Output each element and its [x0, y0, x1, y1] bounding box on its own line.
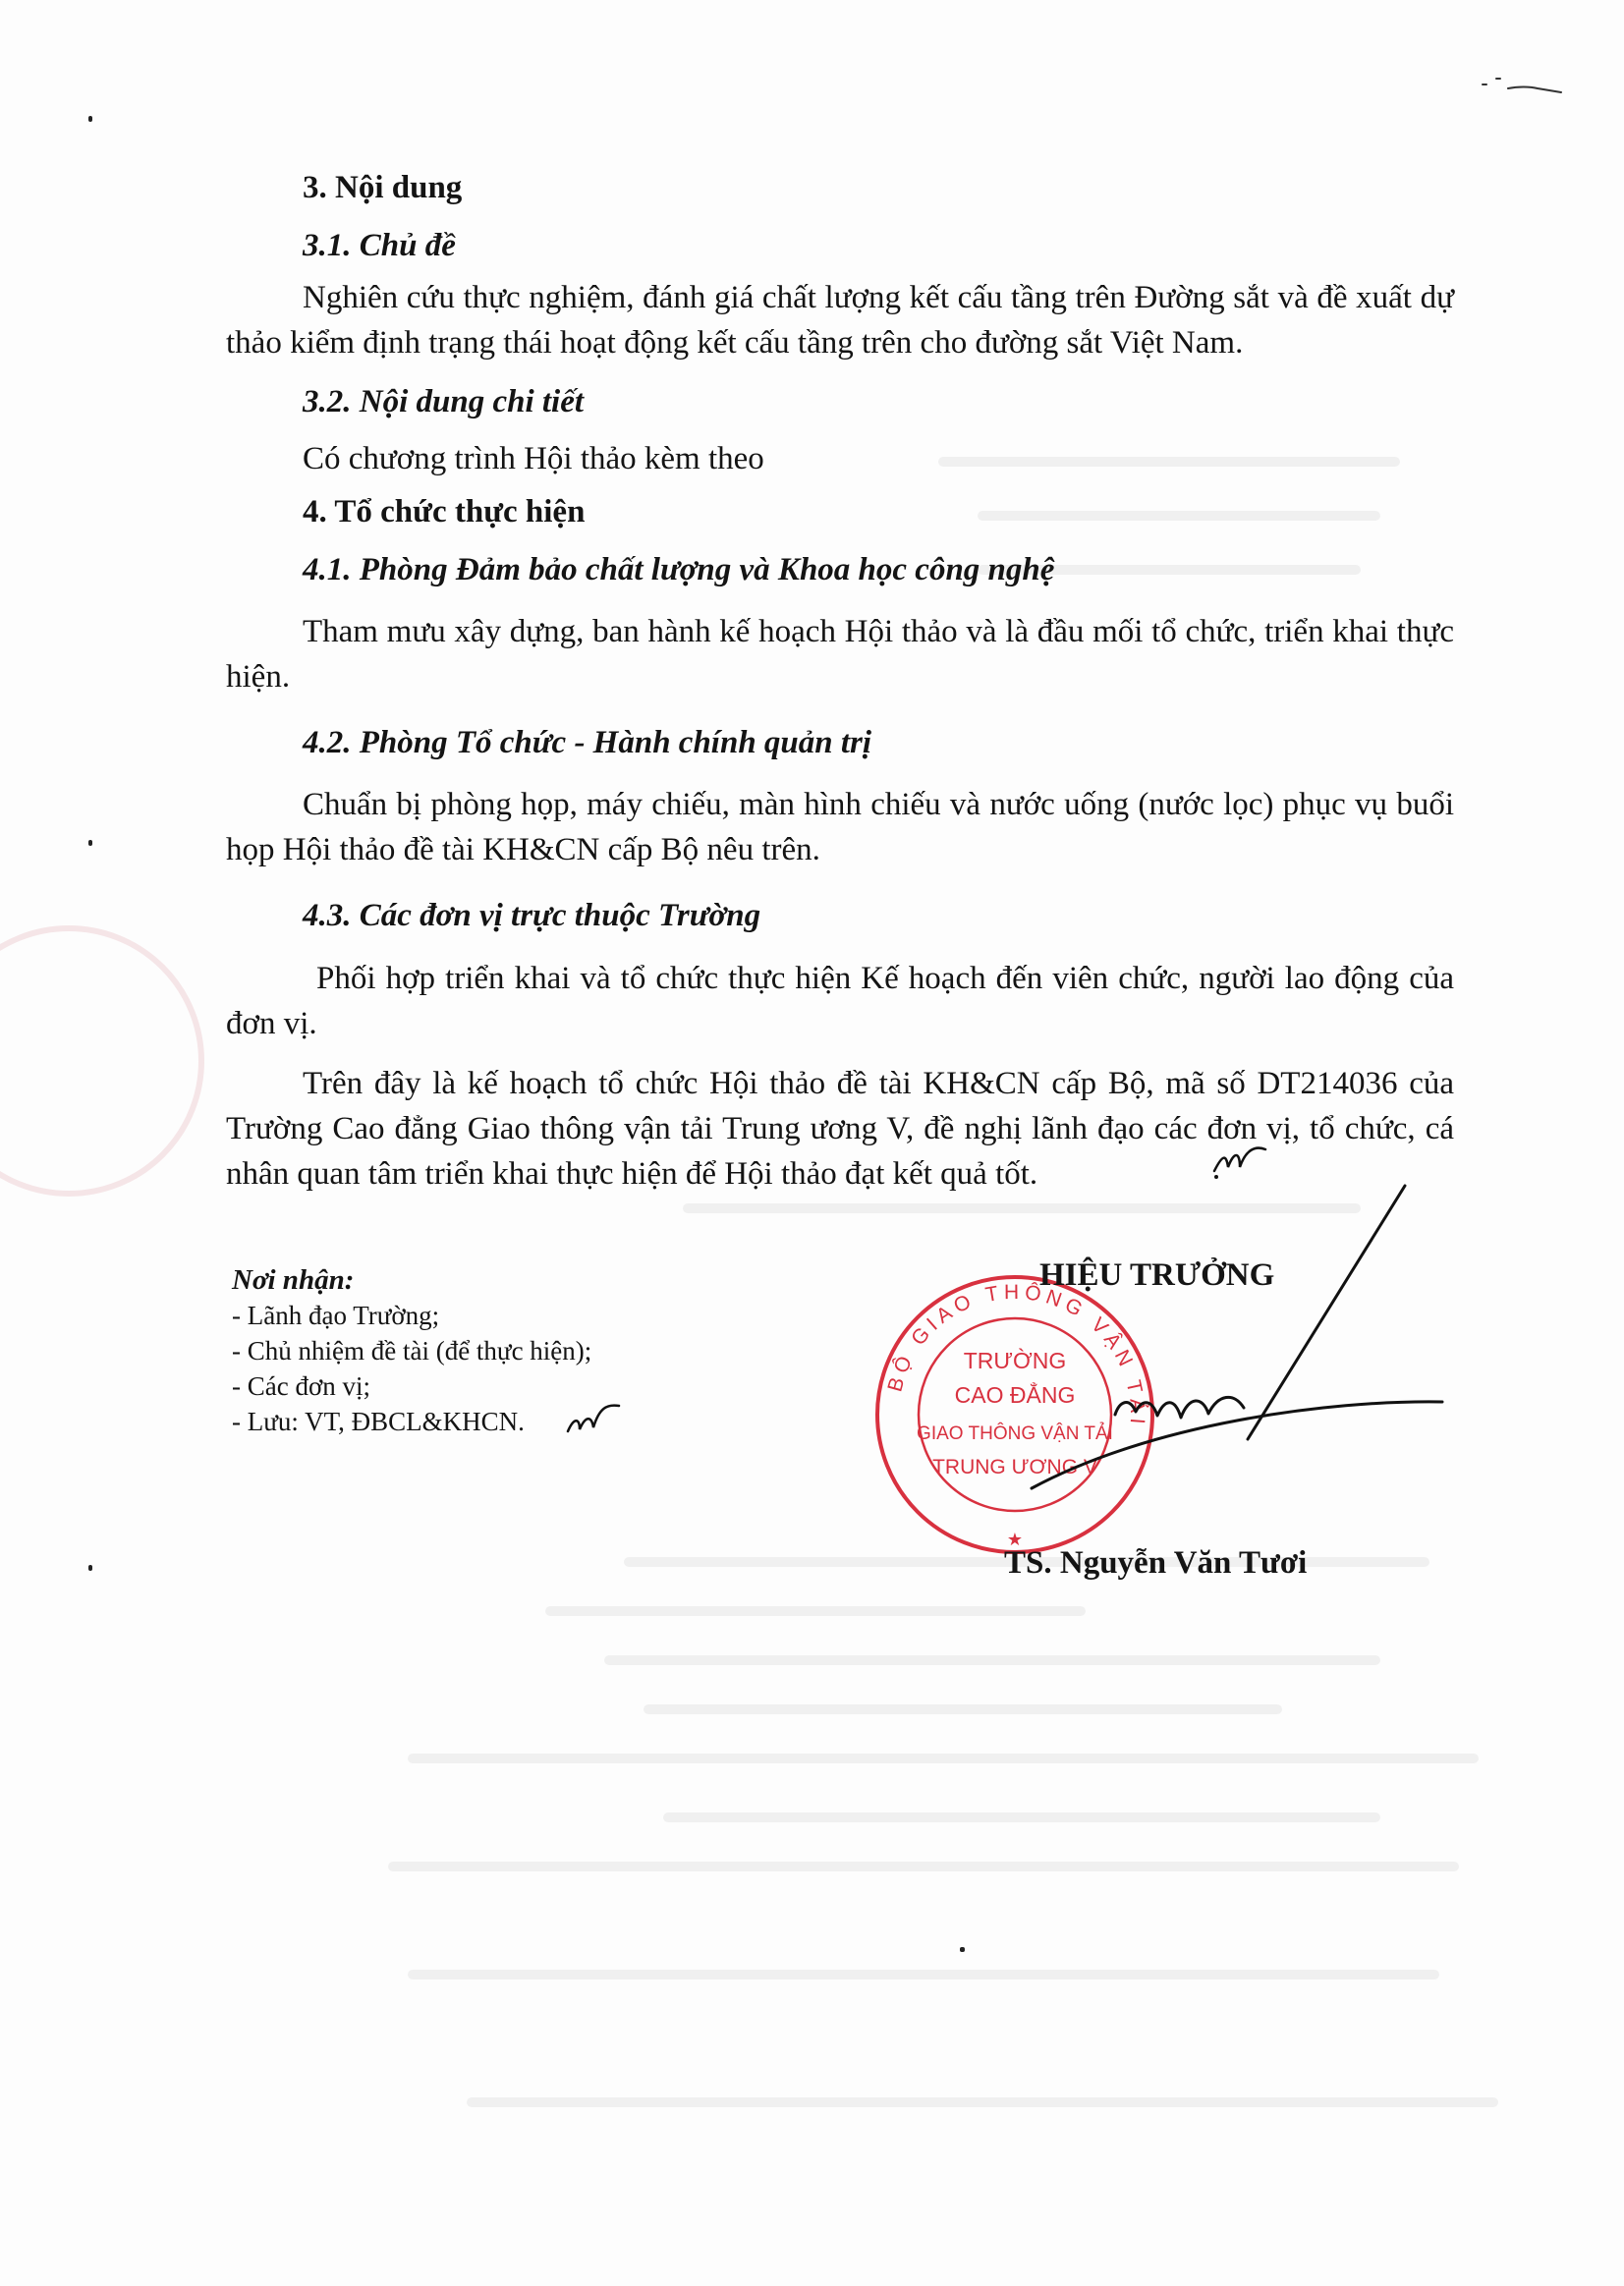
- subsection-heading: 3.2. Nội dung chi tiết: [303, 384, 585, 419]
- recipient-item: - Các đơn vị;: [232, 1371, 370, 1401]
- recipient-item: - Chủ nhiệm đề tài (để thực hiện);: [232, 1336, 592, 1366]
- handwritten-initials: [564, 1400, 623, 1439]
- paragraph: Nghiên cứu thực nghiệm, đánh giá chất lượng kết cấu tầng trên Đường sắt và đề xuất dự thảo kiểm định trạng thái hoạt động kết cấu tầng trên cho đường sắt Việt Nam.: [226, 280, 1454, 361]
- seal-line: GIAO THÔNG VẬN TẢI: [917, 1423, 1113, 1444]
- seal-line: TRƯỜNG: [963, 1348, 1067, 1373]
- recipients-block: [232, 1262, 591, 1439]
- section-heading: 3. Nội dung: [303, 170, 463, 205]
- scan-dot: [960, 1947, 965, 1952]
- handwritten-initials: [1210, 1142, 1269, 1181]
- seal-line: CAO ĐẲNG: [954, 1382, 1076, 1408]
- paragraph: Tham mưu xây dựng, ban hành kế hoạch Hội thảo và là đầu mối tổ chức, triển khai thực hiện.: [226, 614, 1454, 695]
- handwritten-signature: [1002, 1174, 1464, 1498]
- seal-outer-text: BỘ GIAO THÔNG VẬN TẢI: [883, 1280, 1149, 1430]
- scan-dot: [88, 840, 92, 846]
- scan-mark: [1479, 71, 1567, 100]
- paragraph: Có chương trình Hội thảo kèm theo: [303, 441, 764, 476]
- section-heading: 4. Tổ chức thực hiện: [303, 494, 586, 530]
- subsection-heading: 4.3. Các đơn vị trực thuộc Trường: [303, 898, 761, 933]
- recipient-item: - Lãnh đạo Trường;: [232, 1301, 440, 1330]
- seal-line: TRUNG ƯƠNG V: [932, 1456, 1097, 1478]
- scan-dot: [88, 116, 92, 122]
- closing-paragraph: Trên đây là kế hoạch tổ chức Hội thảo đề tài KH&CN cấp Bộ, mã số DT214036 của Trường Cao đẳng Giao thông vận tải Trung ương V, đề nghị lãnh đạo các đơn vị, tổ chức, cá nhân quan tâm triển khai thực hiện để Hội thảo đạt kết quả tốt.: [226, 1066, 1454, 1192]
- paragraph: Chuẩn bị phòng họp, máy chiếu, màn hình chiếu và nước uống (nước lọc) phục vụ buổi họp Hội thảo đề tài KH&CN cấp Bộ nêu trên.: [226, 787, 1454, 867]
- subsection-heading: 4.2. Phòng Tổ chức - Hành chính quản trị: [303, 725, 872, 760]
- paragraph: Phối hợp triển khai và tổ chức thực hiện Kế hoạch đến viên chức, người lao động của đơn vị.: [226, 961, 1454, 1041]
- subsection-heading: 4.1. Phòng Đảm bảo chất lượng và Khoa học công nghệ: [303, 552, 1055, 587]
- subsection-heading: 3.1. Chủ đề: [303, 228, 456, 263]
- signer-name: TS. Nguyễn Văn Tươi: [1004, 1545, 1308, 1581]
- seal-star-icon: ★: [1006, 1530, 1024, 1549]
- recipients-title: Nơi nhận:: [232, 1264, 355, 1296]
- signer-title: HIỆU TRƯỞNG: [1039, 1257, 1275, 1293]
- scan-dot: [88, 1565, 92, 1571]
- recipient-item: - Lưu: VT, ĐBCL&KHCN.: [232, 1407, 525, 1436]
